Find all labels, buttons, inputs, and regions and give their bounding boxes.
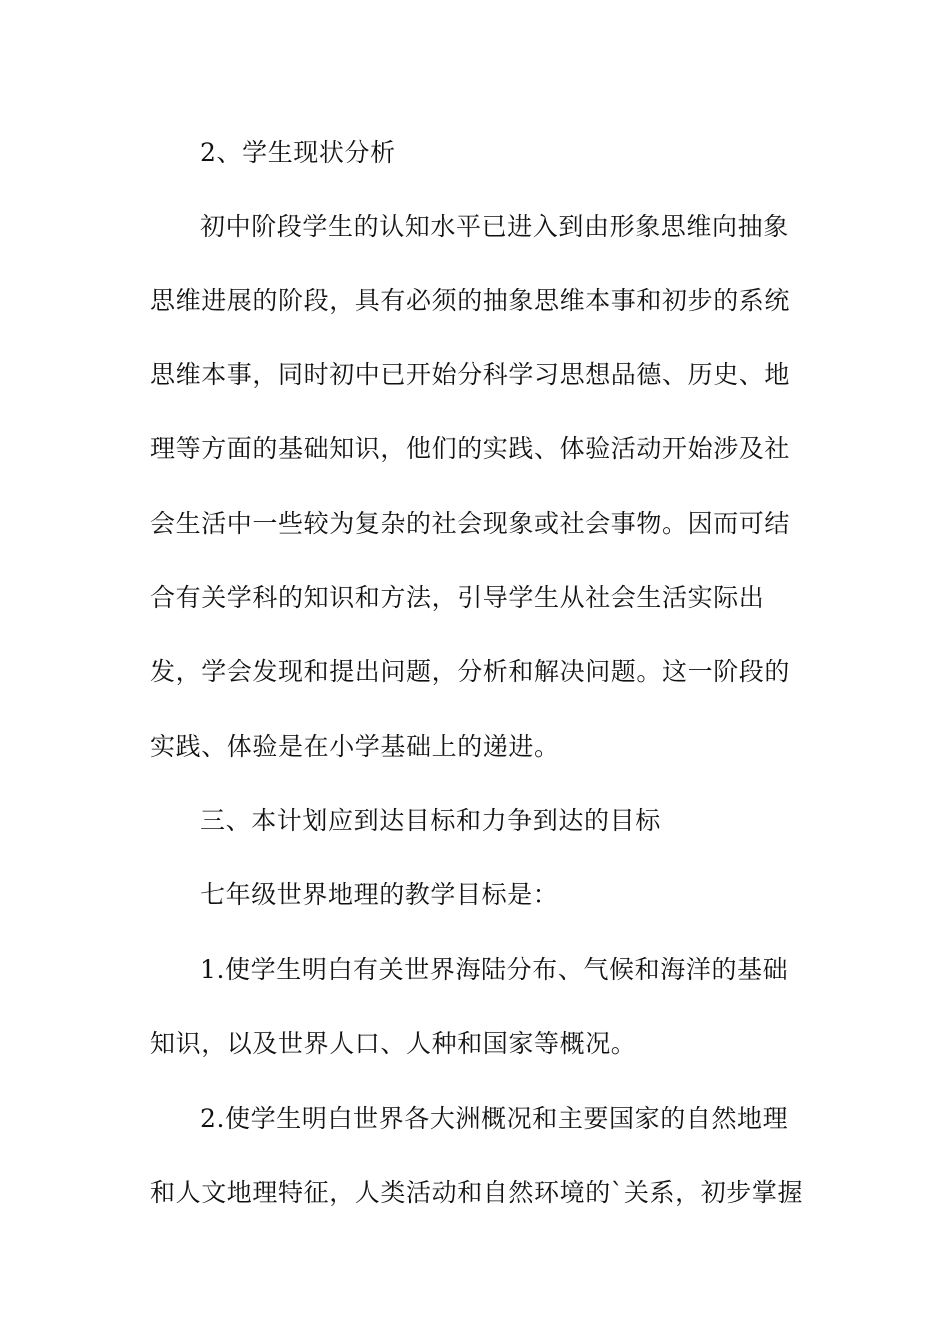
list-item-line: 和人文地理特征，人类活动和自然环境的`关系，初步掌握 — [150, 1178, 804, 1207]
list-item-line: 1.使学生明白有关世界海陆分布、气候和海洋的基础 — [200, 955, 789, 984]
list-item-line: 知识，以及世界人口、人种和国家等概况。 — [150, 1029, 637, 1058]
paragraph-line: 会生活中一些较为复杂的社会现象或社会事物。因而可结 — [150, 509, 791, 538]
paragraph-line: 七年级世界地理的教学目标是： — [200, 880, 559, 909]
paragraph-line: 思维本事，同时初中已开始分科学习思想品德、历史、地 — [150, 360, 791, 389]
paragraph-line: 理等方面的基础知识，他们的实践、体验活动开始涉及社 — [150, 434, 791, 463]
paragraph-line: 合有关学科的知识和方法，引导学生从社会生活实际出 — [150, 583, 765, 612]
paragraph-line: 思维进展的阶段，具有必须的抽象思维本事和初步的系统 — [150, 286, 791, 315]
paragraph-line: 发，学会发现和提出问题，分析和解决问题。这一阶段的 — [150, 657, 791, 686]
list-item-line: 2.使学生明白世界各大洲概况和主要国家的自然地理 — [200, 1104, 789, 1133]
paragraph-line: 实践、体验是在小学基础上的递进。 — [150, 732, 560, 761]
paragraph-line: 初中阶段学生的认知水平已进入到由形象思维向抽象 — [200, 212, 789, 241]
section-heading-goals: 三、本计划应到达目标和力争到达的目标 — [200, 806, 661, 835]
section-heading-student-analysis: 2、学生现状分析 — [200, 138, 396, 167]
